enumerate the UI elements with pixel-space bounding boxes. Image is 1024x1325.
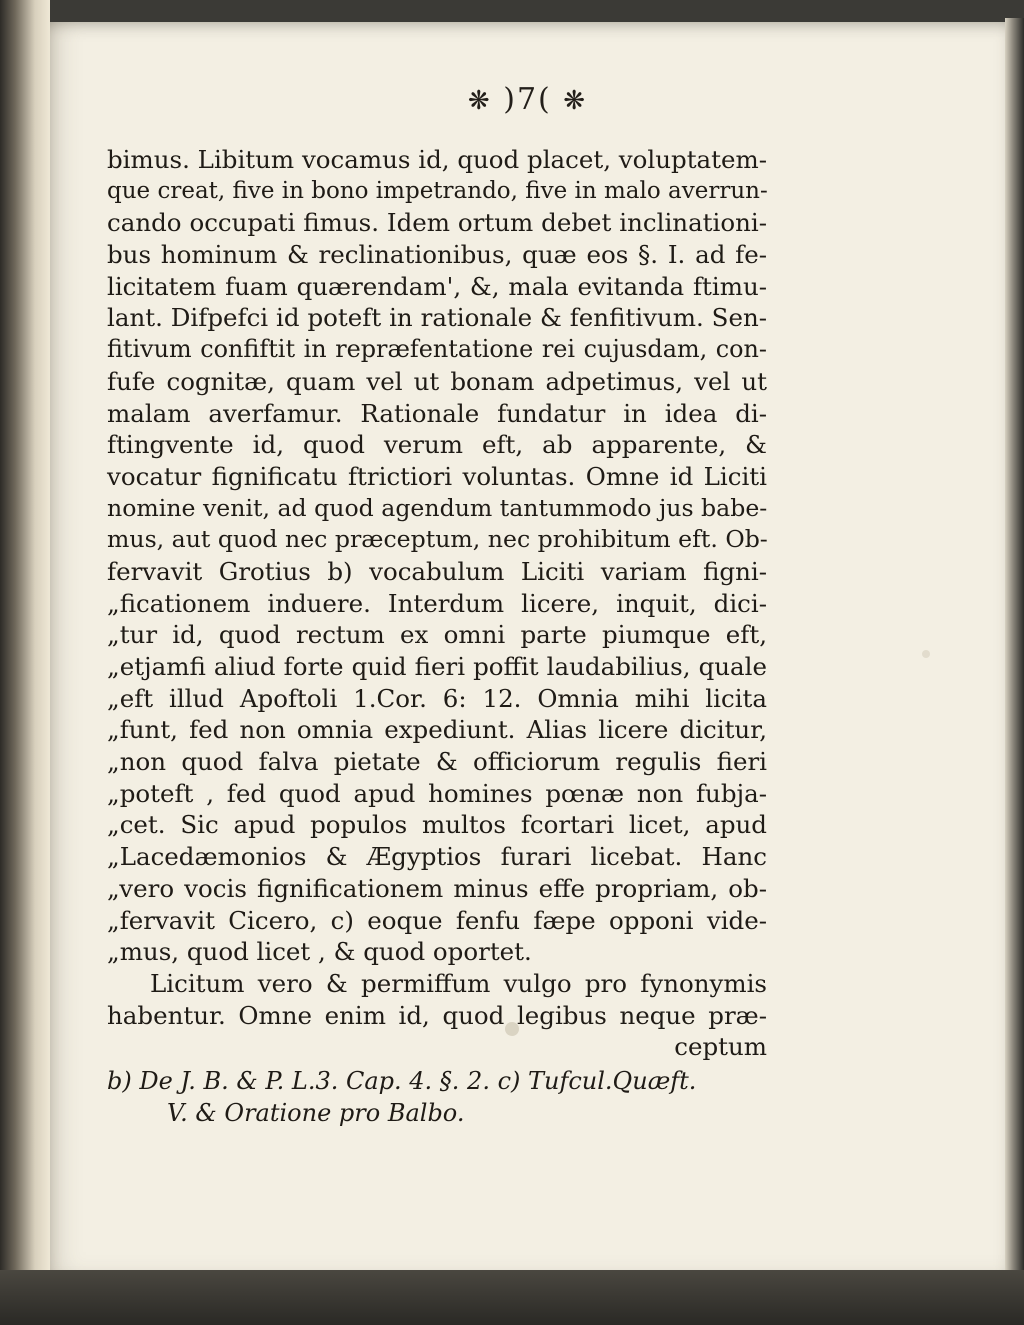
book-page <box>50 22 1005 1270</box>
quote-line: „vero vocis fignificationem minus effe propriam, ob- <box>107 873 767 903</box>
page-edge <box>1005 18 1024 1278</box>
text-line: Licitum vero & permiffum vulgo pro fynonymis <box>150 968 767 998</box>
footnote-line: b) De J. B. & P. L.3. Cap. 4. §. 2. c) Tufcul.Quæft. <box>107 1067 697 1095</box>
quote-line: „ficationem induere. Interdum licere, inquit, dici- <box>107 588 767 618</box>
quote-line: „Lacedæmonios & Ægyptios furari licebat. Hanc <box>107 842 767 872</box>
quote-line: „eft illud Apoftoli 1.Cor. 6: 12. Omnia mihi licita <box>107 683 767 713</box>
book-cover-edge <box>0 1270 1024 1325</box>
text-line: lant. Difpefci id poteft in rationale & fenfitivum. Sen- <box>107 303 767 333</box>
body-text <box>107 144 767 1063</box>
page-number: )7( <box>503 82 552 117</box>
quote-line: „mus, quod licet , & quod oportet. <box>107 937 532 967</box>
text-line: mus, aut quod nec præceptum, nec prohibitum eft. Ob- <box>107 525 768 554</box>
quote-line: „etjamfi aliud forte quid fieri poffit laudabilius, quale <box>107 652 767 681</box>
binding-shadow <box>0 0 50 1325</box>
text-line: fitivum confiftit in repræfentatione rei cujusdam, con- <box>107 335 767 364</box>
text-line: bimus. Libitum vocamus id, quod placet, voluptatem- <box>107 145 767 174</box>
text-line: que creat, five in bono impetrando, five in malo averrun- <box>107 177 768 204</box>
text-line: nomine venit, ad quod agendum tantummodo jus babe- <box>107 493 768 522</box>
text-line: bus hominum & reclinationibus, quæ eos §. I. ad fe- <box>107 240 767 270</box>
quote-line: „poteft , fed quod apud homines pœnæ non fubja- <box>107 778 767 808</box>
ornament-right-icon: ❋ <box>563 86 588 116</box>
text-line: cando occupati fimus. Idem ortum debet inclinationi- <box>107 208 767 238</box>
footnotes <box>107 1066 767 1129</box>
paper-stain <box>922 650 930 658</box>
text-line: ftingvente id, quod verum eft, ab apparente, & <box>107 430 767 460</box>
quote-line: „non quod falva pietate & officiorum regulis fieri <box>107 747 767 777</box>
quote-line: „cet. Sic apud populos multos fcortari licet, apud <box>107 810 767 840</box>
quote-line: „fervavit Cicero, c) eoque fenfu fæpe opponi vide- <box>107 905 767 935</box>
text-line: fervavit Grotius b) vocabulum Liciti variam figni- <box>107 556 767 586</box>
quote-line: „funt, fed non omnia expediunt. Alias licere dicitur, <box>107 715 767 745</box>
quote-line: „tur id, quod rectum ex omni parte piumque eft, <box>107 620 767 650</box>
text-line: malam averfamur. Rationale fundatur in idea di- <box>107 398 767 428</box>
text-line: fufe cognitæ, quam vel ut bonam adpetimus, vel ut <box>107 366 767 396</box>
running-header <box>50 82 1005 126</box>
ornament-left-icon: ❋ <box>467 86 492 116</box>
text-line: vocatur fignificatu ftrictiori voluntas. Omne id Liciti <box>107 461 767 491</box>
footnote-line: V. & Oratione pro Balbo. <box>167 1098 465 1127</box>
catchword: ceptum <box>674 1032 767 1062</box>
text-line: habentur. Omne enim id, quod legibus neque præ- <box>107 1000 767 1030</box>
text-line: licitatem fuam quærendam', &, mala evitanda ftimu- <box>107 271 767 301</box>
